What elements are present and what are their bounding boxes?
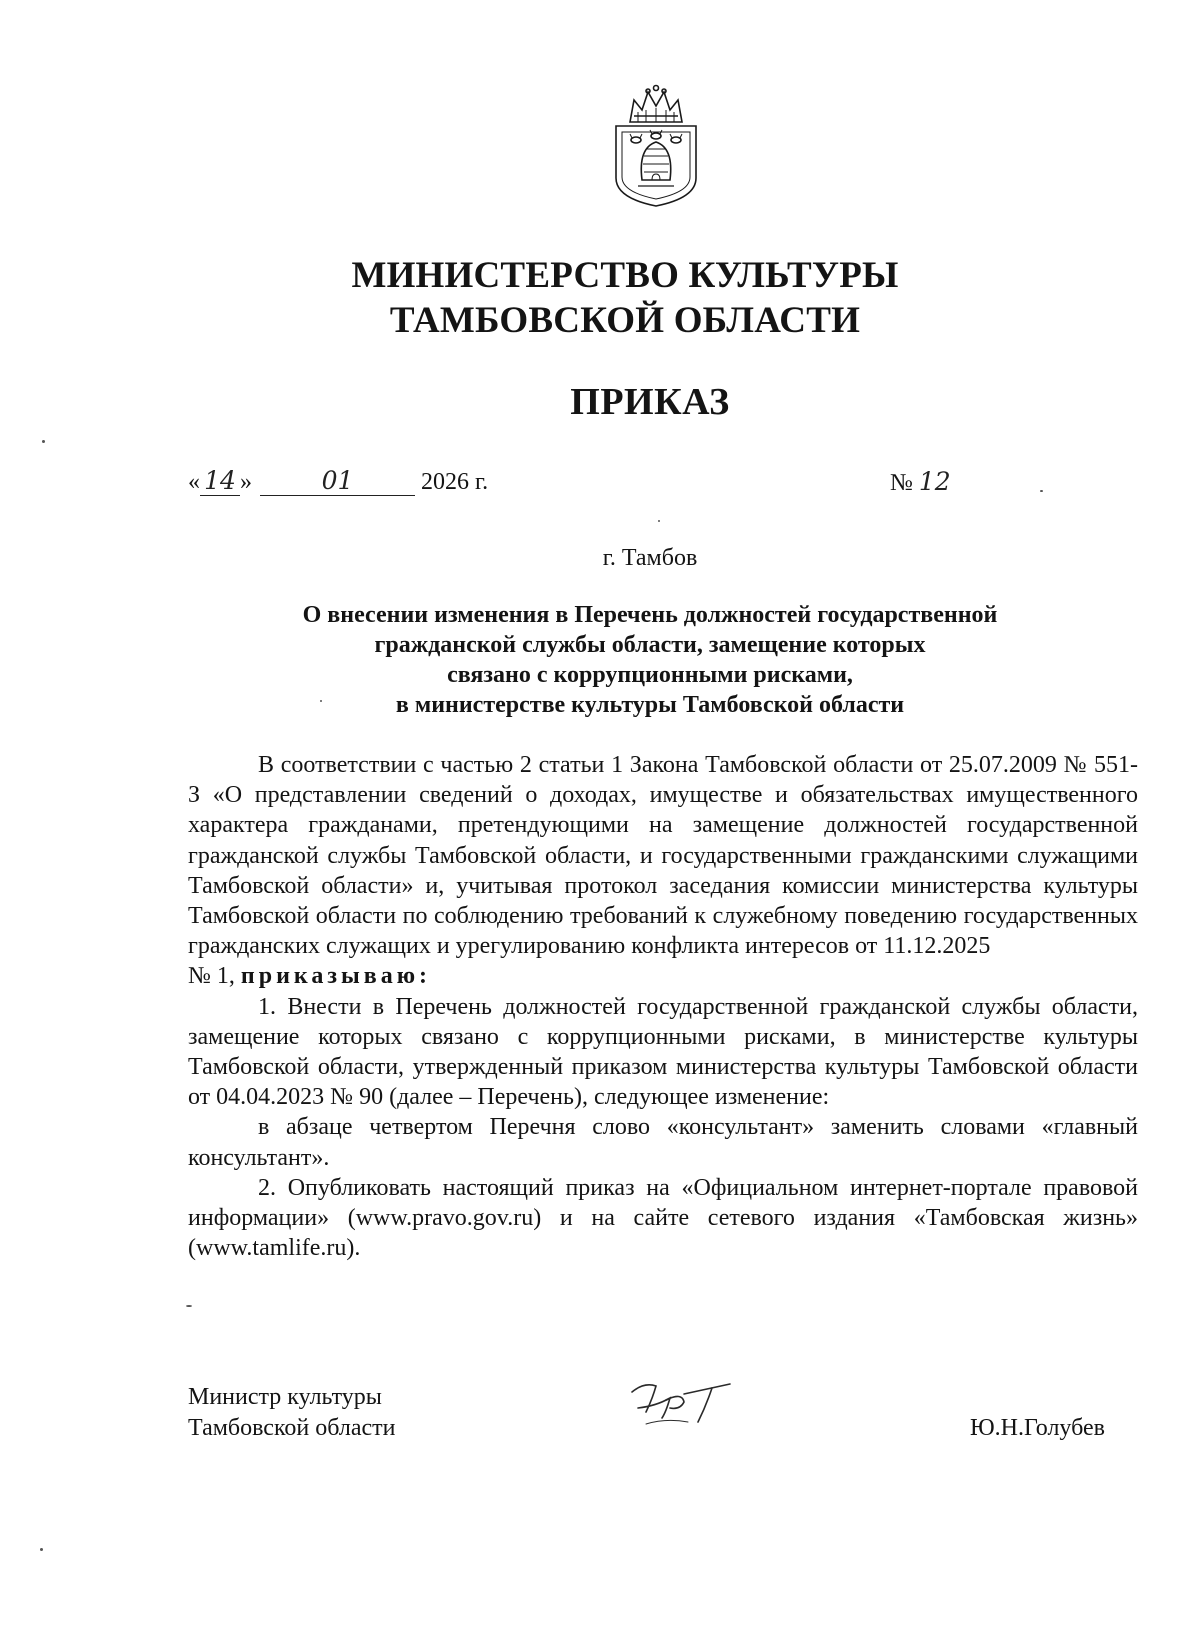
coat-of-arms-icon	[604, 82, 708, 210]
scan-speck	[40, 1548, 43, 1551]
order-number	[890, 467, 951, 498]
date-month-value: 01	[321, 466, 354, 495]
scan-speck	[658, 520, 660, 522]
ministry-name-line2: ТАМБОВСКОЙ ОБЛАСТИ	[389, 300, 861, 341]
scan-speck	[1040, 490, 1043, 492]
subject-line: гражданской службы области, замещение которых	[374, 632, 926, 658]
preamble-end: № 1,	[188, 963, 235, 990]
date-close-quote: »	[240, 469, 252, 495]
date-day-field	[200, 468, 240, 496]
date-year: 2026 г.	[421, 469, 489, 495]
order-body	[188, 750, 1138, 1263]
document-type-title: ПРИКАЗ	[570, 381, 730, 423]
scan-speck	[42, 440, 45, 443]
handwritten-signature-icon	[626, 1378, 736, 1434]
item-2-paragraph: 2. Опубликовать настоящий приказ на «Официальном интернет-портале правовой информации» (www.pravo.gov.ru) и на сайте сетевого издания «Тамбовская жизнь» (www.tamlife.ru).	[188, 1174, 1138, 1262]
signer-position-line1: Министр культуры	[188, 1384, 382, 1410]
date-day-value: 14	[204, 466, 236, 495]
order-word: приказываю:	[240, 963, 432, 990]
subject-line: связано с коррупционными рисками,	[447, 662, 853, 688]
order-number-prefix: №	[890, 470, 913, 496]
signer-name: Ю.Н.Голубев	[970, 1415, 1105, 1441]
order-number-value: 12	[918, 467, 951, 496]
order-date	[188, 467, 488, 497]
date-month-field	[260, 468, 415, 496]
order-subject	[200, 600, 1100, 720]
scan-speck	[320, 700, 322, 702]
scan-speck	[186, 1305, 192, 1307]
item-1-change-paragraph: в абзаце четвертом Перечня слово «консультант» заменить словами «главный консультант».	[188, 1114, 1138, 1171]
signer-position	[188, 1382, 395, 1444]
preamble-paragraph	[188, 750, 1138, 992]
preamble-text: В соответствии с частью 2 статьи 1 Закона Тамбовской области от 25.07.2009 № 551-З «О представлении сведений о доходах, имуществе и обязательствах имущественного характера гражданами, претендующими на замещение должностей государственной гражданской службы Тамбовской области, и государственными гражданскими служащими Тамбовской области» и, учитывая протокол заседания комиссии министерства культуры Тамбовской области по соблюдению требований к служебному поведению государственных гражданских служащих и урегулированию конфликта интересов от 11.12.2025	[188, 752, 1138, 960]
subject-line: в министерстве культуры Тамбовской области	[395, 692, 905, 718]
date-open-quote: «	[188, 469, 200, 495]
ministry-name-line1: МИНИСТЕРСТВО КУЛЬТУРЫ	[351, 255, 899, 296]
signer-position-line2: Тамбовской области	[188, 1415, 396, 1441]
city-name: г. Тамбов	[602, 545, 698, 571]
subject-line: О внесении изменения в Перечень должностей государственной	[302, 602, 998, 628]
item-1-paragraph: 1. Внести в Перечень должностей государственной гражданской службы области, замещение которых связано с коррупционными рисками, в министерстве культуры Тамбовской области, утвержденный приказом министерства культуры Тамбовской области от 04.04.2023 № 90 (далее – Перечень), следующее изменение:	[188, 993, 1138, 1111]
